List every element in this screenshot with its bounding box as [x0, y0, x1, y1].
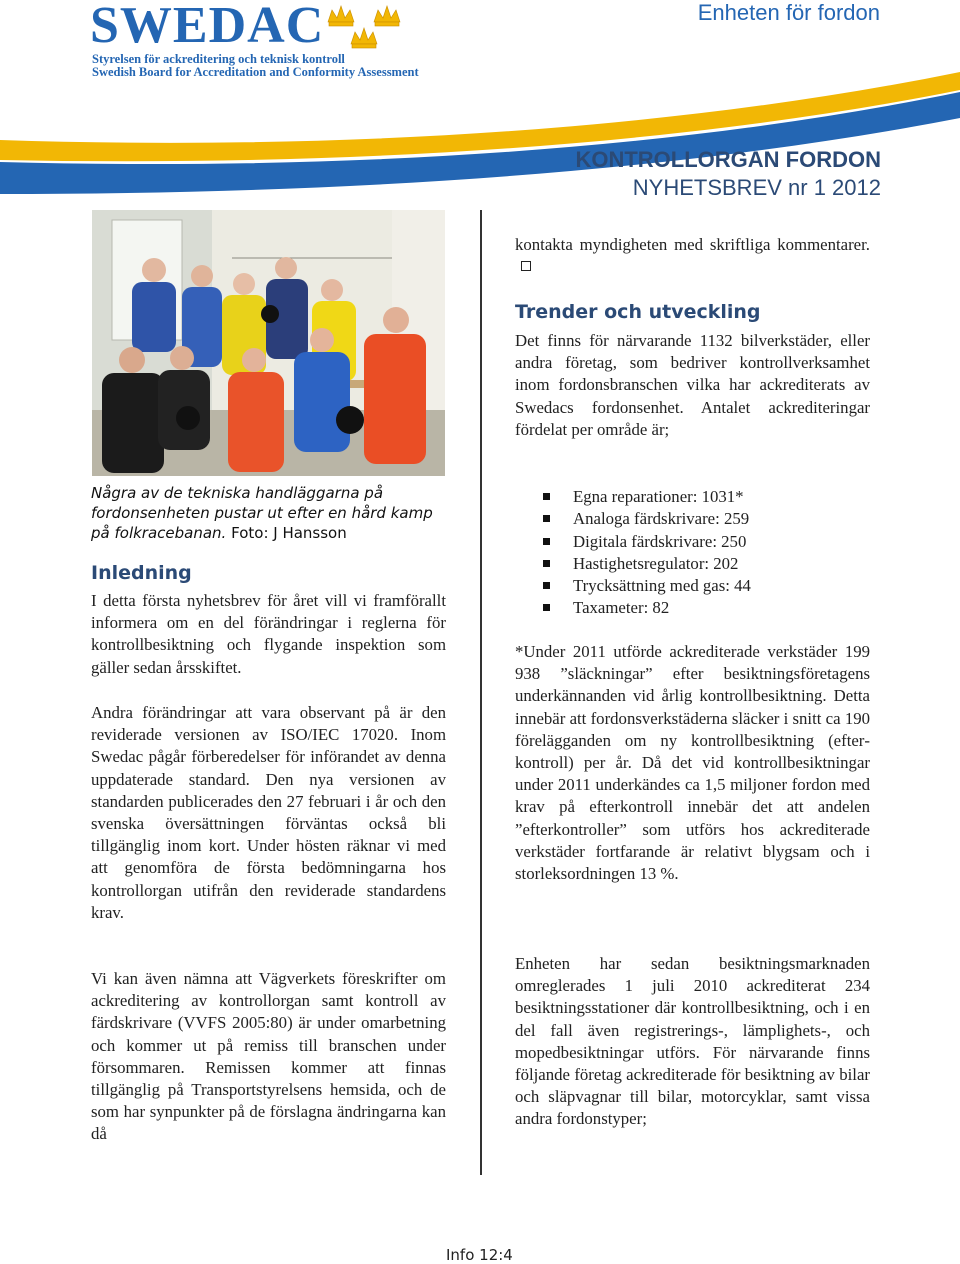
left-paragraph-1: I detta första nyhetsbrev för året vill vi framförallt informera om en del förändringar i reglerna för kontrollbesiktning och flygande inspektion som gäller sedan årsskiftet.	[91, 591, 446, 677]
photo-caption	[91, 483, 451, 543]
left-paragraph-3: Vi kan även nämna att Vägverkets föreskrifter om ackreditering av kontrollorgan samt kontroll av färdskrivare (VVFS 2005:80) är under omarbetning och kommer ut på remiss till branschen under försommaren. Remissen kommer att finnas tillgänglig på Transportstyrelsens hemsida, och de som har synpunkter på de förslagna ändringarna kan då	[91, 969, 446, 1144]
list-item-text: Trycksättning med gas: 44	[573, 576, 751, 596]
section-heading-inledning: Inledning	[91, 562, 192, 584]
logo-wordmark: SWEDAC	[90, 0, 325, 54]
bullet-square-icon	[543, 538, 550, 545]
page-footer: Info 12:4	[446, 1246, 513, 1264]
logo-subtitle-english: Swedish Board for Accreditation and Conformity Assessment	[92, 65, 419, 79]
bullet-square-icon	[543, 560, 550, 567]
list-item	[543, 531, 751, 553]
logo-subtitle-swedish: Styrelsen för ackreditering och teknisk kontroll	[92, 52, 345, 66]
list-item-text: Analoga färdskrivare: 259	[573, 509, 750, 529]
list-item	[543, 486, 751, 508]
right-paragraph-3: Enheten har sedan besiktningsmarknaden omreglerades 1 juli 2010 ackrediterat 234 besiktningsstationer där kontrollbesiktning, och i en del fall även registrerings-, lämplighets-, och mopedbesiktningar utförs. För närvarande finns följande företag ackrediterade för besiktning av bilar och släpvagnar till bilar, motorcyklar, samt vissa andra fordonstyper;	[515, 954, 870, 1129]
photo-credit: Foto: J Hansson	[231, 524, 347, 542]
right-paragraph-2: *Under 2011 utförde ackrediterade verkstäder 199 938 ”släckningar” efter besiktningsföretagens underkännanden vid årlig kontrollbesiktning. Detta innebär att fordonsverkstäderna släcker i snitt ca 190 förelägganden om ny kontrollbesiktning (efterkontroll) per år. Då det vid kontrollbesiktningar under 2011 underkändes ca 1,5 miljoner fordon med krav på efterkontroll innebär det att andelen ”efterkontroller” som utförs hos ackrediterade verkstäder fortfarande är relativt blygsam och i storleksordningen 13 %.	[515, 642, 870, 884]
newsletter-issue: NYHETSBREV nr 1 2012	[632, 175, 881, 200]
list-item-text: Taxameter: 82	[573, 598, 670, 618]
newsletter-title: KONTROLLORGAN FORDON	[575, 147, 881, 172]
section-heading-trender: Trender och utveckling	[515, 301, 761, 323]
right-continued-text	[515, 234, 870, 278]
list-item-text: Egna reparationer: 1031*	[573, 487, 744, 506]
right-paragraph-1: Det finns för närvarande 1132 bilverkstäder, eller andra företag, som bedriver kontrollverksamhet inom fordonsbranschen vilka har ackrediterats av Swedacs fordonsenhet. Antalet ackrediteringar fördelat per område är;	[515, 331, 870, 439]
list-item-text: Digitala färdskrivare: 250	[573, 531, 747, 551]
list-item	[543, 575, 751, 597]
three-crowns-icon	[326, 2, 404, 50]
end-of-article-icon	[521, 261, 531, 271]
continued-text: kontakta myndigheten med skriftliga kommentarer.	[515, 235, 870, 254]
left-paragraph-2: Andra förändringar att vara observant på är den reviderade versionen av ISO/IEC 17020. Inom Swedac pågår förberedelser för införandet av denna uppdaterade standard. Den nya versionen av standarden publicerades den 27 februari i år och den svenska översättningen förväntas också bli tillgänglig inom kort. Under hösten räknar vi med att genomföra de första bedömningarna hos kontrollorgan utifrån den reviderade standardens krav.	[91, 703, 446, 922]
list-item	[543, 508, 751, 530]
bullet-square-icon	[543, 582, 550, 589]
bullet-square-icon	[543, 493, 550, 500]
accreditation-list	[543, 486, 751, 620]
column-divider	[480, 210, 482, 1175]
list-item-text: Hastighetsregulator: 202	[573, 553, 739, 573]
unit-name: Enheten för fordon	[697, 0, 880, 25]
group-photo	[92, 210, 445, 476]
list-item	[543, 597, 751, 619]
bullet-square-icon	[543, 604, 550, 611]
caption-text: Några av de tekniska handläggarna på fordonsenheten pustar ut efter en hård kamp på folkracebanan.	[91, 484, 433, 542]
list-item	[543, 553, 751, 575]
bullet-square-icon	[543, 515, 550, 522]
